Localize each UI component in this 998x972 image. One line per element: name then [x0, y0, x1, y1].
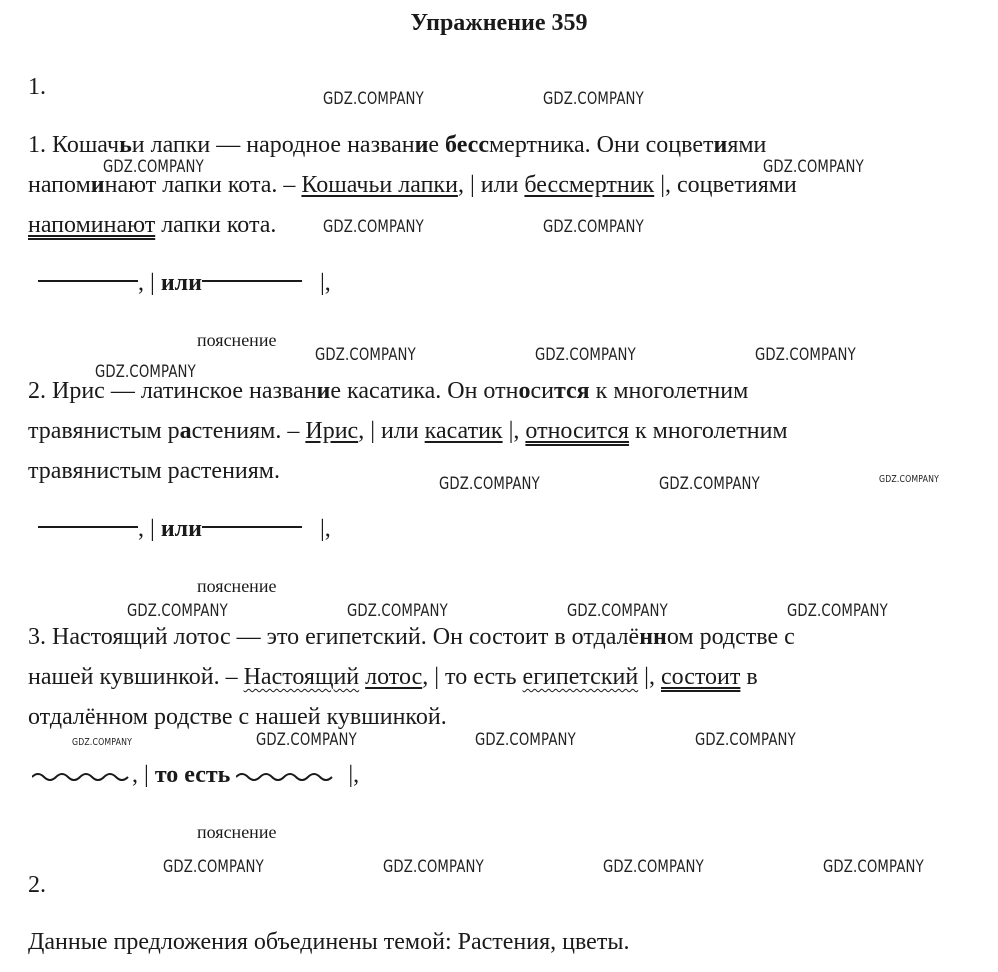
scheme-wavy-line — [32, 771, 132, 781]
watermark: GDZ.COMPANY — [535, 345, 636, 365]
item-1-line-1: 1. Кошачьи лапки — народное название бессмертника. Они соцветиями — [28, 132, 767, 158]
item-2-hint: пояснение — [197, 576, 277, 596]
watermark: GDZ.COMPANY — [72, 737, 133, 748]
scheme-line — [38, 280, 138, 282]
watermark: GDZ.COMPANY — [567, 601, 668, 621]
scheme-line — [202, 280, 302, 282]
item-3-line-3: отдалённом родстве с нашей кувшинкой. — [28, 704, 447, 730]
item-2-line-1: 2. Ирис — латинское название касатика. Он относится к многолетним — [28, 378, 749, 404]
item-3-hint: пояснение — [197, 822, 277, 842]
watermark: GDZ.COMPANY — [823, 857, 924, 877]
watermark: GDZ.COMPANY — [543, 217, 644, 237]
part-2-number: 2. — [28, 872, 46, 898]
watermark: GDZ.COMPANY — [475, 730, 576, 750]
scheme-line — [202, 526, 302, 528]
watermark: GDZ.COMPANY — [323, 89, 424, 109]
watermark: GDZ.COMPANY — [315, 345, 416, 365]
watermark: GDZ.COMPANY — [659, 474, 760, 494]
subject-underline: лотос — [365, 664, 423, 690]
subject-underline: Ирис — [305, 418, 359, 444]
watermark: GDZ.COMPANY — [543, 89, 644, 109]
item-1-scheme: , | или |, — [38, 270, 331, 297]
item-3-line-1: 3. Настоящий лотос — это египетский. Он состоит в отдалённом родстве с — [28, 624, 795, 650]
attribute-underline: Настоящий — [243, 664, 360, 690]
item-3-scheme: , | то есть |, — [32, 762, 359, 789]
item-3-line-2: нашей кувшинкой. – Настоящий лотос, | то есть египетский |, состоит в — [28, 664, 758, 690]
watermark: GDZ.COMPANY — [763, 157, 864, 177]
apposition-underline: бессмертник — [524, 172, 655, 198]
scheme-line — [38, 526, 138, 528]
watermark: GDZ.COMPANY — [256, 730, 357, 750]
predicate-underline: относится — [525, 418, 629, 444]
item-2-scheme: , | или |, — [38, 516, 331, 543]
watermark: GDZ.COMPANY — [347, 601, 448, 621]
predicate-underline: напоминают — [28, 212, 156, 238]
watermark: GDZ.COMPANY — [127, 601, 228, 621]
subject-underline: Кошачьи лапки — [301, 172, 458, 198]
watermark: GDZ.COMPANY — [695, 730, 796, 750]
apposition-underline: египетский — [522, 664, 639, 690]
watermark: GDZ.COMPANY — [103, 157, 204, 177]
watermark: GDZ.COMPANY — [439, 474, 540, 494]
watermark: GDZ.COMPANY — [787, 601, 888, 621]
part-1-number: 1. — [28, 74, 46, 100]
item-2-line-3: травянистым растениям. — [28, 458, 280, 484]
item-2-line-2: травянистым растениям. – Ирис, | или касатик |, относится к многолетним — [28, 418, 788, 444]
item-1-line-3: напоминают лапки кота. — [28, 212, 277, 238]
watermark: GDZ.COMPANY — [95, 362, 196, 382]
watermark: GDZ.COMPANY — [879, 474, 940, 485]
watermark: GDZ.COMPANY — [323, 217, 424, 237]
watermark: GDZ.COMPANY — [163, 857, 264, 877]
conclusion-text: Данные предложения объединены темой: Растения, цветы. — [28, 929, 630, 955]
apposition-underline: касатик — [424, 418, 503, 444]
page-title: Упражнение 359 — [410, 10, 588, 36]
item-1-hint: пояснение — [197, 330, 277, 350]
predicate-underline: состоит — [660, 664, 741, 690]
scheme-wavy-line — [236, 771, 336, 781]
watermark: GDZ.COMPANY — [383, 857, 484, 877]
watermark: GDZ.COMPANY — [755, 345, 856, 365]
watermark: GDZ.COMPANY — [603, 857, 704, 877]
item-1-line-2: напоминают лапки кота. – Кошачьи лапки, | или бессмертник |, соцветиями — [28, 172, 797, 198]
